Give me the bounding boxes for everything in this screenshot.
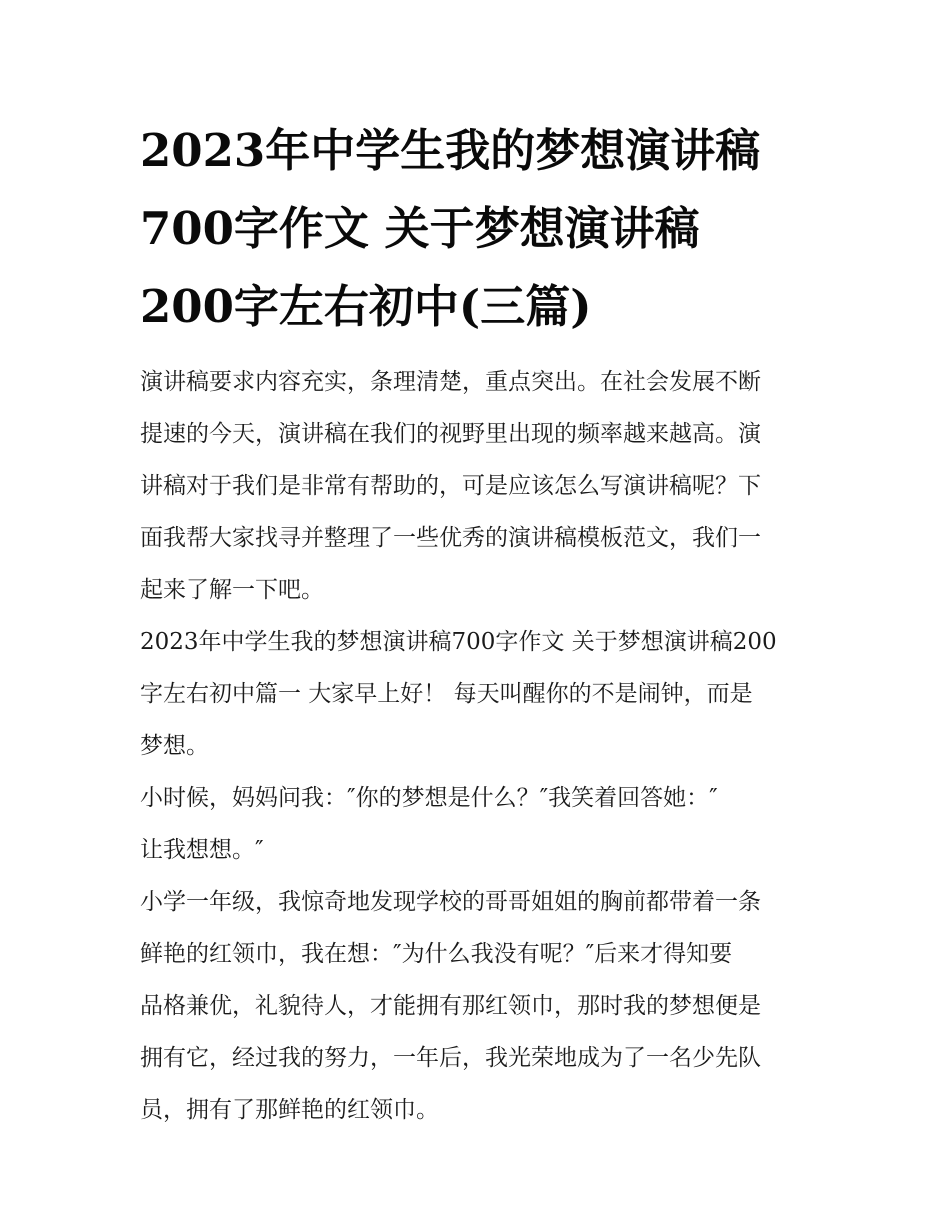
text-line: 拥有它，经过我的努力，一年后，我光荣地成为了一名少先队	[140, 1045, 761, 1071]
text-line: 讲稿对于我们是非常有帮助的，可是应该怎么写演讲稿呢？下	[140, 473, 761, 499]
intro-paragraph	[140, 356, 820, 616]
text-line: 演讲稿要求内容充实，条理清楚，重点突出。在社会发展不断	[140, 369, 761, 395]
text-line: 鲜艳的红领巾，我在想：″为什么我没有呢？″后来才得知要	[140, 941, 733, 967]
text-line: 让我想想。″	[140, 837, 264, 863]
text-line: 小时候，妈妈问我：″你的梦想是什么？″我笑着回答她：″	[140, 785, 718, 811]
document-title	[140, 112, 830, 346]
childhood-paragraph	[140, 772, 820, 876]
text-line: 2023年中学生我的梦想演讲稿700字作文 关于梦想演讲稿200	[140, 629, 777, 655]
text-line: 员，拥有了那鲜艳的红领巾。	[140, 1097, 439, 1123]
text-line: 面我帮大家找寻并整理了一些优秀的演讲稿模板范文，我们一	[140, 525, 761, 551]
text-line: 字左右初中篇一 大家早上好！ 每天叫醒你的不是闹钟，而是	[140, 681, 753, 707]
text-line: 梦想。	[140, 733, 209, 759]
text-line: 品格兼优，礼貌待人，才能拥有那红领巾，那时我的梦想便是	[140, 993, 761, 1019]
title-line: 2023年中学生我的梦想演讲稿	[140, 124, 761, 177]
title-line: 700字作文 关于梦想演讲稿	[140, 202, 700, 255]
text-line: 起来了解一下吧。	[140, 577, 324, 603]
document-body	[140, 356, 820, 1136]
text-line: 提速的今天，演讲稿在我们的视野里出现的频率越来越高。演	[140, 421, 761, 447]
essay-heading-paragraph	[140, 616, 820, 772]
red-scarf-paragraph	[140, 876, 820, 1136]
text-line: 小学一年级，我惊奇地发现学校的哥哥姐姐的胸前都带着一条	[140, 889, 761, 915]
title-line: 200字左右初中(三篇)	[140, 280, 592, 333]
